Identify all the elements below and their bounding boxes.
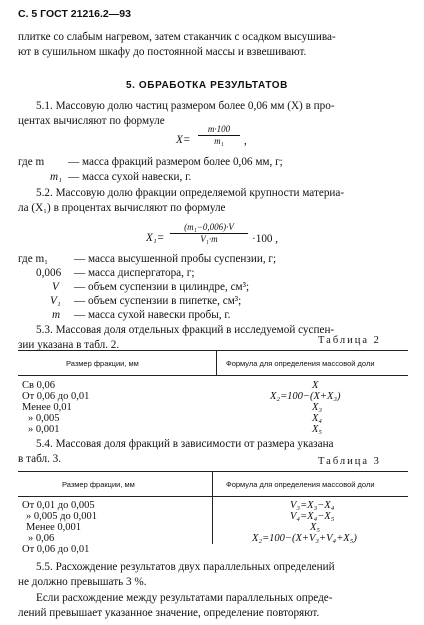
where1-text-2: — масса сухой навески, г. — [68, 171, 192, 183]
p52-line-1: 5.2. Массовую долю фракции определяемой крупности материа- — [36, 187, 345, 199]
formula1-numerator: m·100 — [207, 124, 231, 134]
formula1-lhs: X= — [176, 134, 191, 146]
p54-line-1: 5.4. Массовая доля фракций в зависимости от размера указана — [36, 438, 334, 450]
p51-line-2: центах вычисляют по формуле — [18, 115, 165, 127]
formula2-tail: ·100 , — [252, 233, 279, 245]
where2-sym-3: V — [52, 281, 59, 293]
table3-formula-2: V₄=X₄−X₅ — [290, 511, 335, 522]
section-title: 5. ОБРАБОТКА РЕЗУЛЬТАТОВ — [126, 80, 288, 91]
p53-line-1: 5.3. Массовая доля отдельных фракций в исследуемой суспен- — [36, 324, 335, 336]
p56-line-1: Если расхождение между результатами параллельных опреде- — [36, 592, 333, 604]
p55-line-1: 5.5. Расхождение результатов двух параллельных определений — [36, 561, 335, 573]
table3-col-divider — [212, 471, 213, 544]
table2-header-size: Размер фракции, мм — [66, 359, 139, 368]
table2-formula-1: X — [312, 380, 319, 391]
where2-text-3: — объем суспензии в цилиндре, см³; — [74, 281, 250, 293]
where1-sym-2: m₁ — [50, 171, 62, 183]
table3-formula-3: X₅ — [310, 522, 321, 533]
where2-sym-5: m — [52, 309, 61, 321]
table2-top-rule — [18, 350, 408, 351]
table2-formula-2: X₂=100−(X+X₃) — [270, 391, 341, 402]
where2-text-1: — масса высушенной пробы суспензии, г; — [74, 253, 277, 265]
where2-text-5: — масса сухой навески пробы, г. — [74, 309, 231, 321]
where1-text-1: — масса фракций размером более 0,06 мм, г; — [68, 156, 283, 168]
where2-text-2: — масса диспергатора, г; — [74, 267, 195, 279]
table2-header-formula: Формула для определения массовой доли — [226, 359, 375, 368]
table3-size-3: Менее 0,001 — [26, 522, 82, 533]
p51-line-1: 5.1. Массовую долю частиц размером более 0,06 мм (X) в про- — [36, 100, 335, 112]
p53-line-2: зии указана в табл. 2. — [18, 339, 120, 351]
formula1-denominator: m₁ — [214, 136, 224, 146]
where2-sym-2: 0,006 — [36, 267, 62, 279]
formula1-fraction — [198, 124, 240, 147]
table2-size-3: Менее 0,01 — [22, 402, 72, 413]
p52-line-2: ла (X₁) в процентах вычисляют по формуле — [18, 202, 226, 214]
where2-sym-4: V₁ — [50, 295, 61, 307]
table2-size-4: » 0,005 — [28, 413, 60, 424]
table3-size-4: » 0,06 — [28, 533, 55, 544]
page-header: С. 5 ГОСТ 21216.2—93 — [18, 8, 131, 20]
table3-size-1: От 0,01 до 0,005 — [22, 500, 95, 511]
where2-text-4: — объем суспензии в пипетке, см³; — [74, 295, 242, 307]
p54-line-2: в табл. 3. — [18, 453, 62, 465]
where2-sym-1: где m₁ — [18, 253, 49, 265]
where1-sym-1: где m — [18, 156, 45, 168]
table2-col-divider — [216, 350, 217, 375]
intro-line-2: ют в сушильном шкафу до постоянной массы и взвешивают. — [18, 46, 307, 58]
table3-formula-1: V₃=X₃−X₄ — [290, 500, 335, 511]
table2-header-rule — [18, 375, 408, 376]
table2-size-5: » 0,001 — [28, 424, 60, 435]
table2-caption: Таблица 2 — [318, 335, 381, 346]
formula2-denominator: V₁·m — [200, 234, 218, 244]
formula2-lhs: X₁= — [146, 232, 165, 244]
table3-caption: Таблица 3 — [318, 456, 381, 467]
table2-formula-5: X₅ — [312, 424, 323, 435]
table2-size-1: Св 0,06 — [22, 380, 55, 391]
formula1-tail: , — [244, 135, 247, 147]
intro-line-1: плитке со слабым нагревом, затем стаканчик с осадком высушива- — [18, 31, 336, 43]
formula2-numerator: (m₁−0,006)·V — [184, 222, 234, 232]
table2-formula-3: X₃ — [312, 402, 323, 413]
table3-size-5: От 0,06 до 0,01 — [22, 544, 90, 555]
table3-top-rule — [18, 471, 408, 472]
table3-formula-4: X₂=100−(X+V₃+V₄+X₅) — [252, 533, 357, 544]
table3-header-rule — [18, 496, 408, 497]
table3-header-formula: Формула для определения массовой доли — [226, 480, 375, 489]
p55-line-2: не должно превышать 3 %. — [18, 576, 147, 588]
formula2-fraction — [170, 222, 248, 245]
table2-size-2: От 0,06 до 0,01 — [22, 391, 90, 402]
p56-line-2: лений превышает указанное значение, определение повторяют. — [18, 607, 320, 619]
table3-header-size: Размер фракции, мм — [62, 480, 135, 489]
table2-formula-4: X₄ — [312, 413, 323, 424]
table3-size-2: » 0,005 до 0,001 — [26, 511, 97, 522]
